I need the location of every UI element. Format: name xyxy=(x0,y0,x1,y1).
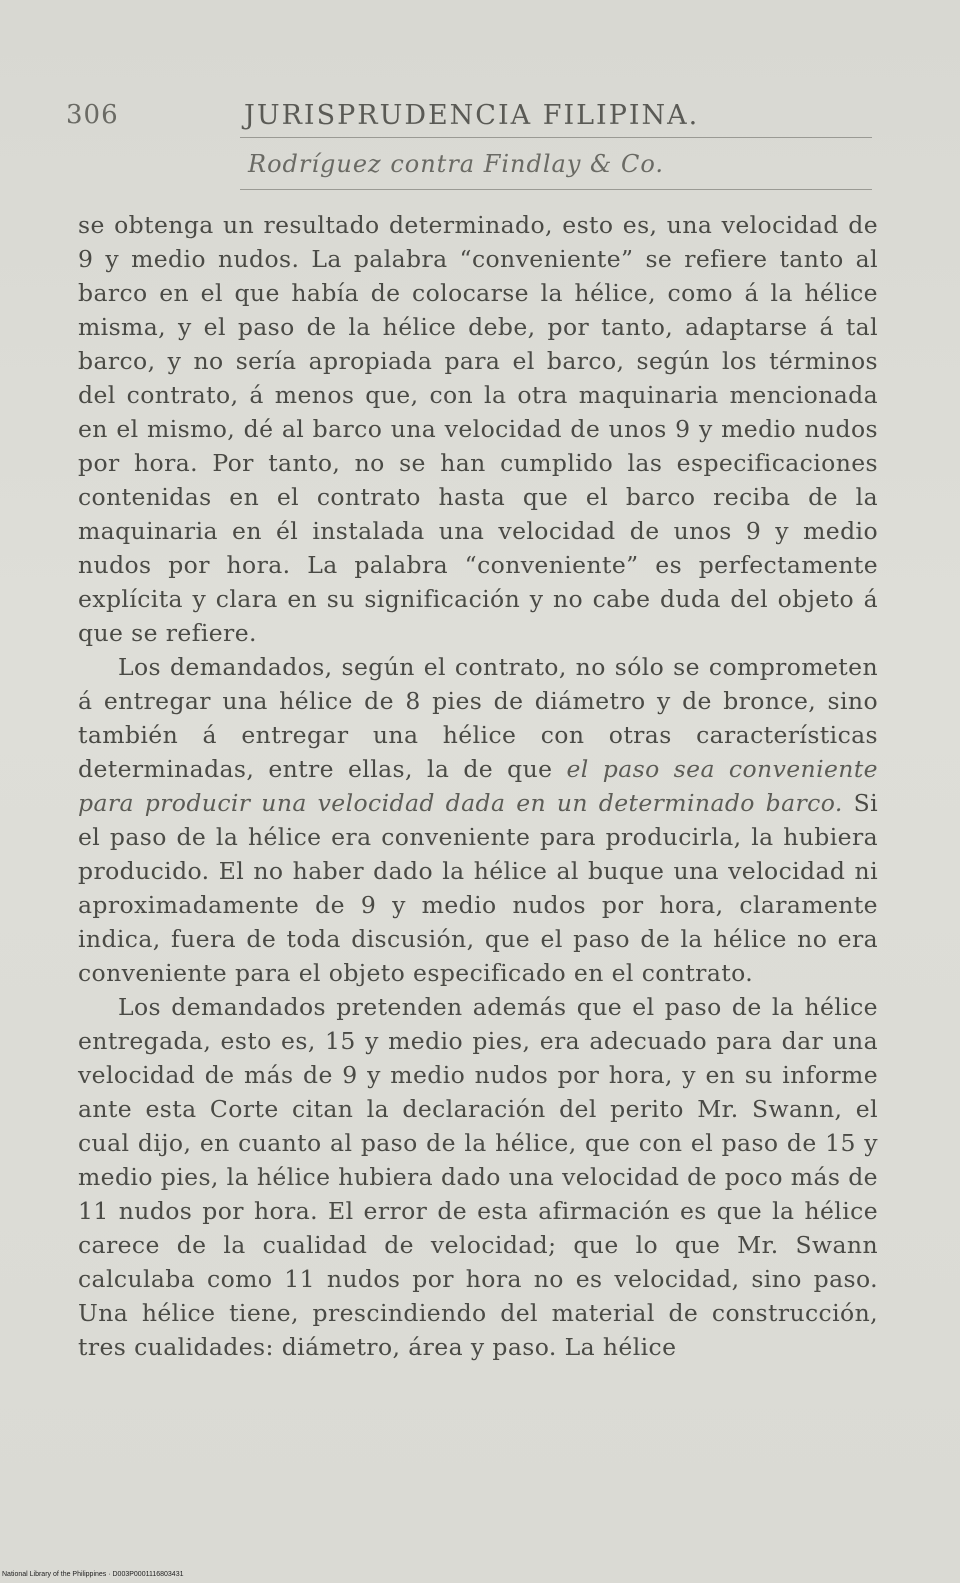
header-rule xyxy=(240,137,872,138)
header-rule-lower xyxy=(240,189,872,190)
paragraph-3: Los demandados pretenden además que el paso de la hélice entregada, esto es, 15 y medio pies, era adecuado para dar una velocidad de más de 9 y medio nudos por hora, y en su informe ante esta Corte citan la declaración del perito Mr. Swann, el cual dijo, en cuanto al paso de la hélice, que con el paso de 15 y medio pies, la hélice hubiera dado una velocidad de poco más de 11 nudos por hora. El error de esta afirmación es que la hélice carece de la cualidad de velocidad; que lo que Mr. Swann calculaba como 11 nudos por hora no es velocidad, sino paso. Una hélice tiene, prescindiendo del material de construcción, tres cualidades: diámetro, área y paso. La hélice xyxy=(78,993,878,1361)
journal-title: JURISPRUDENCIA FILIPINA. xyxy=(244,100,700,131)
paragraph-1: se obtenga un resultado determinado, esto es, una velocidad de 9 y medio nudos. La palabra “conveniente” se refiere tanto al barco en el que había de colocarse la hélice, como á la hélice misma, y el paso de la hélice debe, por tanto, adaptarse á tal barco, y no sería apropiada para el barco, según los términos del contrato, á menos que, con la otra maquinaria mencionada en el mismo, dé al barco una velocidad de unos 9 y medio nudos por hora. Por tanto, no se han cumplido las especificaciones contenidas en el contrato hasta que el barco reciba de la maquinaria en él instalada una velocidad de unos 9 y medio nudos por hora. La palabra “conveniente” es perfectamente explícita y clara en su significación y no cabe duda del objeto á que se refiere. xyxy=(78,211,878,647)
source-footer: National Library of the Philippines · D003P0001116803431 xyxy=(2,1571,184,1578)
running-head xyxy=(66,100,874,140)
body-text xyxy=(78,208,878,1364)
page-number: 306 xyxy=(66,100,119,130)
paragraph-2-italic: el paso sea conveniente para producir una velocidad dada en un determinado barco. xyxy=(78,755,878,817)
case-title: Rodríguez contra Findlay & Co. xyxy=(248,150,665,178)
paragraph-2-end: Si el paso de la hélice era conveniente para producirla, la hubiera producido. El no haber dado la hélice al buque una velocidad ni aproximadamente de 9 y medio nudos por hora, claramente indica, fuera de toda discusión, que el paso de la hélice no era conveniente para el objeto especificado en el contrato. xyxy=(78,789,878,987)
paragraph-2 xyxy=(78,650,878,990)
paragraph-2-start: Los demandados, según el contrato, no sólo se comprometen á entregar una hélice de 8 pies de diámetro y de bronce, sino también á entregar una hélice con otras características determinadas, entre ellas, la de que xyxy=(78,653,878,783)
